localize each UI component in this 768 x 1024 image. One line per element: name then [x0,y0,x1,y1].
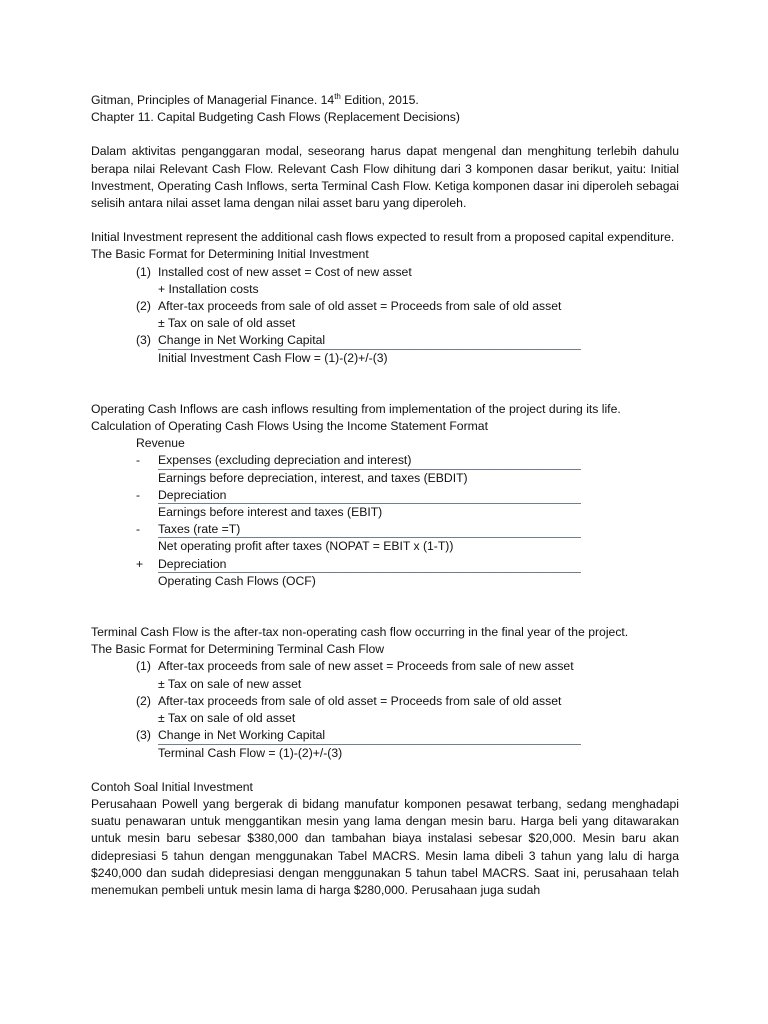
statement-line: Earnings before interest and taxes (EBIT) [91,504,679,521]
statement-line: - Depreciation [136,487,227,502]
terminal-cash-definition: Terminal Cash Flow is the after-tax non-operating cash flow occurring in the final year of the project. [91,625,629,640]
operating-cash-definition: Operating Cash Inflows are cash inflows resulting from implementation of the project during its life. [91,401,621,416]
intro-paragraph: Dalam aktivitas penganggaran modal, seseorang harus dapat mengenal dan menghitung terlebih dahulu berapa nilai Relevant Cash Flow. Relevant Cash Flow dihitung dari 3 komponen dasar berikut, yaitu: Initial Investment, Operating Cash Inflows, serta Terminal Cash Flow. Ketiga komponen dasar ini diperoleh sebagai selisih antara nilai asset lama dengan nilai asset baru yang diperoleh. [91,144,679,211]
list-item: (2) After-tax proceeds from sale of old asset = Proceeds from sale of old asset [136,693,562,708]
list-item: ± Tax on sale of new asset [158,676,302,691]
list-item: (2) After-tax proceeds from sale of old asset = Proceeds from sale of old asset [136,299,562,314]
example-title: Contoh Soal Initial Investment [91,779,253,794]
terminal-cash-format-title: The Basic Format for Determining Terminal Cash Flow [91,642,385,657]
list-item: (3) Change in Net Working Capital [136,333,326,348]
statement-line: Operating Cash Flows (OCF) [91,573,679,590]
initial-investment-total: Initial Investment Cash Flow = (1)-(2)+/-(3) [91,350,679,367]
list-item: + Installation costs [158,281,259,296]
list-item: ± Tax on sale of old asset [158,711,296,726]
statement-line: - Expenses (excluding depreciation and interest) [136,453,412,468]
citation-line: Gitman, Principles of Managerial Finance. 14th Edition, 2015. [91,91,419,107]
initial-investment-format-title: The Basic Format for Determining Initial Investment [91,247,369,262]
document-content [91,92,679,899]
chapter-title: Chapter 11. Capital Budgeting Cash Flows (Replacement Decisions) [91,110,460,125]
example-body: Perusahaan Powell yang bergerak di bidang manufatur komponen pesawat terbang, sedang menghadapi suatu penawaran untuk menggantikan mesin yang lama dengan mesin baru. Harga beli yang ditawarakan untuk mesin baru sebesar $380,000 dan tambahan biaya instalasi sebesar $20,000. Mesin baru akan didepresiasi 5 tahun dengan menggunakan Tabel MACRS. Mesin lama dibeli 3 tahun yang lalu di harga $240,000 dan sudah didepresiasi dengan menggunakan 5 tahun tabel MACRS. Saat ini, perusahaan telah menemukan pembeli untuk mesin lama di harga $280,000. Perusahaan juga sudah [91,796,679,897]
terminal-cash-total: Terminal Cash Flow = (1)-(2)+/-(3) [91,745,679,762]
list-item: (1) After-tax proceeds from sale of new asset = Proceeds from sale of new asset [136,659,574,674]
operating-cash-format-title: Calculation of Operating Cash Flows Using the Income Statement Format [91,419,488,434]
list-item: (1) Installed cost of new asset = Cost of new asset [136,264,412,279]
list-item: ± Tax on sale of old asset [158,316,296,331]
statement-line: Earnings before depreciation, interest, and taxes (EBDIT) [91,470,679,487]
statement-line: + Depreciation [136,556,227,571]
statement-line: - Taxes (rate =T) [136,522,241,537]
revenue-line: Revenue [136,436,185,451]
list-item: (3) Change in Net Working Capital [136,728,326,743]
statement-line: Net operating profit after taxes (NOPAT = EBIT x (1-T)) [91,538,679,555]
initial-investment-definition: Initial Investment represent the additional cash flows expected to result from a proposed capital expenditure. [91,230,675,245]
